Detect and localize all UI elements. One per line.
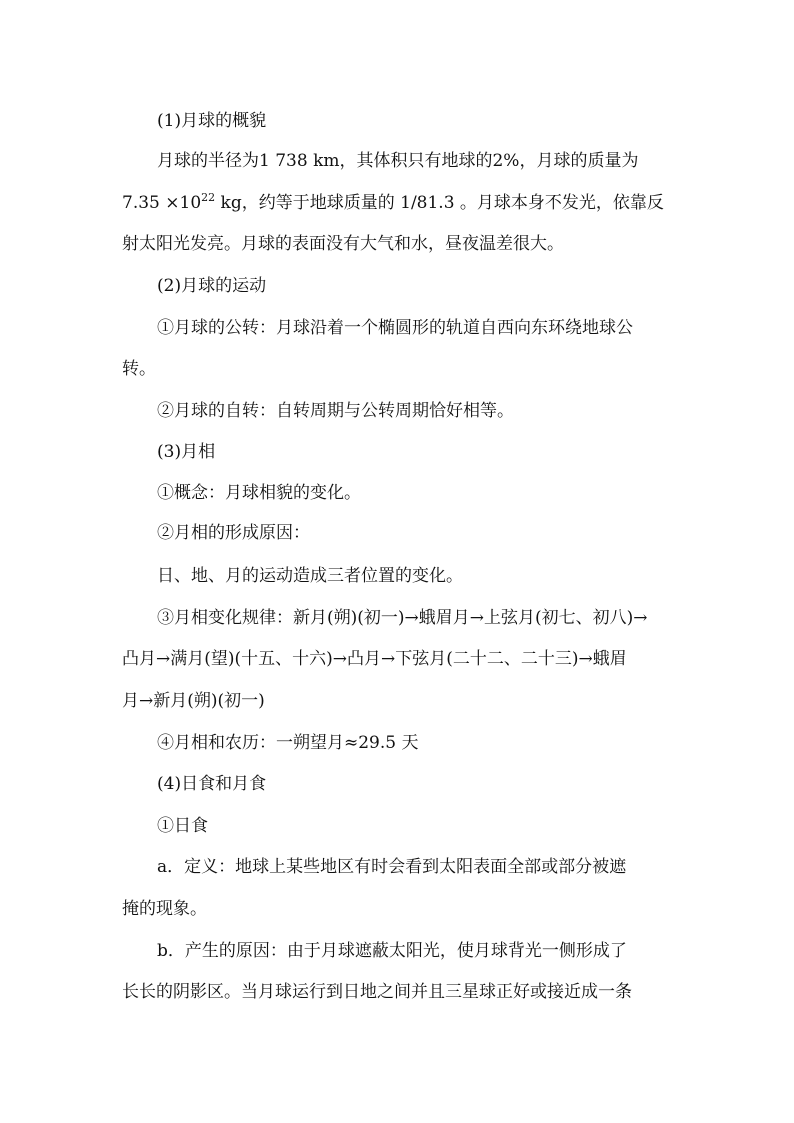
heading-solar-eclipse: ①日食	[157, 816, 208, 836]
mass-mantissa: 7.35 ×10	[122, 193, 202, 213]
heading-moon-motion: (2)月球的运动	[157, 276, 267, 296]
paragraph-line: ②月相的形成原因：	[157, 523, 310, 543]
heading-eclipses: (4)日食和月食	[157, 774, 267, 794]
paragraph-line: 掩的现象。	[122, 899, 207, 919]
heading-moon-overview: (1)月球的概貌	[157, 111, 267, 131]
paragraph-line: b．产生的原因：由于月球遮蔽太阳光，使月球背光一侧形成了	[157, 941, 627, 961]
paragraph-line-with-exponent	[122, 192, 794, 216]
paragraph-line: ①月球的公转：月球沿着一个椭圆形的轨道自西向东环绕地球公	[157, 318, 633, 338]
paragraph-line: 月球的半径为1 738 km，其体积只有地球的2%，月球的质量为	[157, 151, 639, 171]
paragraph-line: 长长的阴影区。当月球运行到日地之间并且三星球正好或接近成一条	[122, 982, 632, 1002]
paragraph-line: ③月相变化规律：新月(朔)(初一)→蛾眉月→上弦月(初七、初八)→	[157, 608, 648, 628]
paragraph-line: ④月相和农历：一朔望月≈29.5 天	[157, 733, 419, 753]
mass-remainder: kg，约等于地球质量的 1/81.3 。月球本身不发光，依靠反	[215, 193, 664, 213]
mass-exponent: 22	[201, 191, 216, 204]
paragraph-line: 月→新月(朔)(初一)	[122, 691, 265, 711]
paragraph-line: a．定义：地球上某些地区有时会看到太阳表面全部或部分被遮	[157, 857, 627, 877]
paragraph-line: ①概念：月球相貌的变化。	[157, 483, 361, 503]
paragraph-line: 日、地、月的运动造成三者位置的变化。	[157, 566, 463, 586]
paragraph-line: 射太阳光发亮。月球的表面没有大气和水，昼夜温差很大。	[122, 234, 564, 254]
heading-moon-phase: (3)月相	[157, 442, 216, 462]
paragraph-line: 转。	[122, 359, 156, 379]
paragraph-line: ②月球的自转：自转周期与公转周期恰好相等。	[157, 401, 514, 421]
paragraph-line: 凸月→满月(望)(十五、十六)→凸月→下弦月(二十二、二十三)→蛾眉	[122, 649, 627, 669]
